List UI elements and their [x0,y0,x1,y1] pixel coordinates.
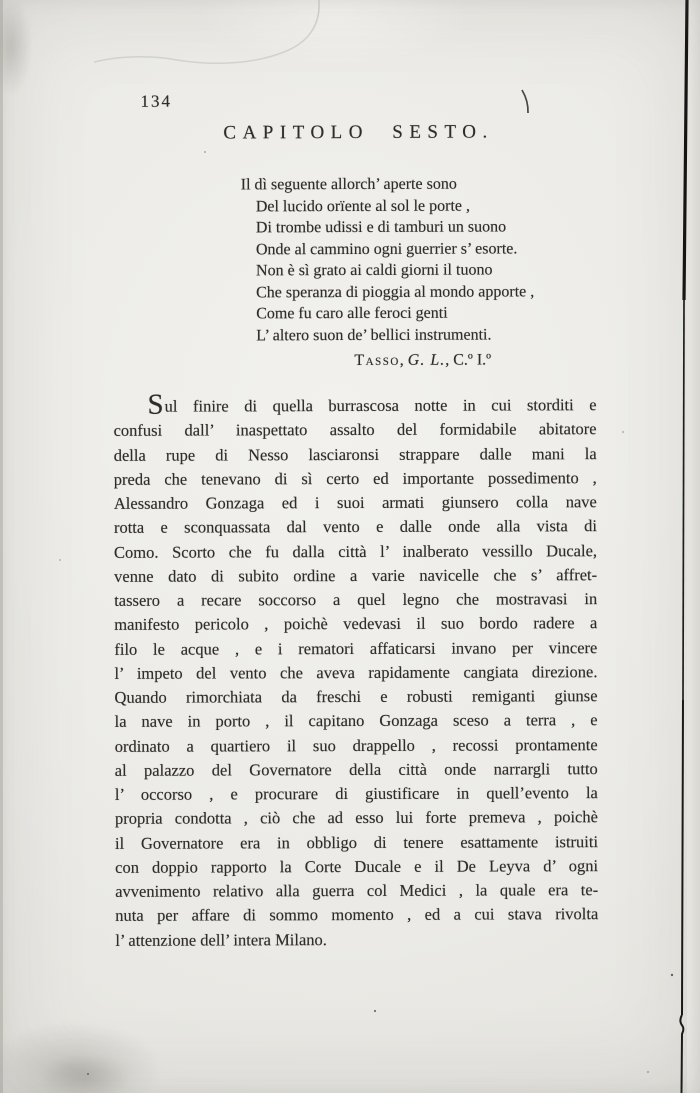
body-line: manifesto pericolo , poichè vedevasi il suo bordo radere a [114,613,598,635]
body-line: ordinato a quartiero il suo drappello , recossi prontamente [114,734,598,756]
body-line [113,388,597,421]
body-line: preda che tenevano di sì certo ed importante possedimento , [113,467,597,489]
poem-line: Onde al cammino ogni guerrier s’ esorte. [255,239,518,258]
body-line: al palazzo del Governatore della città onde narrargli tutto [114,758,598,780]
body-line: della rupe di Nesso lasciaronsi strappare dalle mani la [113,443,597,465]
chapter-heading: CAPITOLO SESTO. [223,121,494,144]
poem-line: Il dì seguente allorch’ aperte sono [240,175,457,194]
body-line: filo le acque , e i rematori affaticarsi invano per vincere [114,637,598,659]
poem-epigraph [241,173,602,372]
body-line: rotta e sconquassata dal vento e dalle onde alla vista di [113,516,597,538]
poem-line: Come fu caro alle feroci genti [256,304,448,323]
body-line: avvenimento relativo alla guerra col Medici , la quale era te- [115,880,599,901]
poem-line: Non è sì grato ai caldi giorni il tuono [256,261,493,280]
body-paragraph [113,388,599,952]
attribution-separator: , [445,351,454,369]
body-line: Alessandro Gonzaga ed i suoi armati giunsero colla nave [113,492,597,513]
attribution-canto: C.º I.º [453,351,492,369]
body-line: tassero a recare soccorso a quel legno che mostravasi in [114,589,598,610]
attribution-work: G. L. [407,351,446,369]
body-line: propria condotta , ciò che ad esso lui forte premeva , poichè [114,807,598,829]
body-line: Como. Scorto che fu dalla città l’ inalberato vessillo Ducale, [113,540,598,562]
body-line: l’ attenzione dell’ intera Milano. [115,929,327,950]
body-line: l’ occorso , e procurare di giustificare in quell’evento la [114,783,598,804]
body-line: il Governatore era in obbligo di tenere esattamente istruiti [114,831,599,853]
body-line: l’ impeto del vento che aveva rapidamente cangiata direzione. [114,661,598,683]
body-line-text: ul finire di quella burrascosa notte in cui storditi e [164,395,597,416]
poem-attribution [241,349,601,372]
attribution-author: Tasso [354,351,400,369]
body-line: Quando rimorchiata da freschi e robusti remiganti giunse [114,686,598,707]
page-number: 134 [140,91,172,111]
body-line: con doppio rapporto la Corte Ducale e il De Leyva d’ ogni [115,855,599,877]
initial-capital: S [147,388,164,421]
poem-line: L’ altero suon de’ bellici instrumenti. [256,326,492,344]
poem-line: Che speranza di pioggia al mondo apporte , [256,282,535,301]
poem-line: Del lucido orïente al sol le porte , [255,197,470,215]
body-line: venne dato di subito ordine a varie navicelle che s’ affret- [114,564,598,586]
body-line: confusi dall’ inaspettato assalto del formidabile abitatore [113,419,597,441]
body-line: la nave in porto , il capitano Gonzaga sceso a terra , e [114,710,598,732]
body-line: nuta per affare di sommo momento , ed a cui stava rivolta [115,904,599,926]
poem-line: Di trombe udissi e di tamburi un suono [255,218,507,237]
attribution-separator: , [399,351,408,369]
